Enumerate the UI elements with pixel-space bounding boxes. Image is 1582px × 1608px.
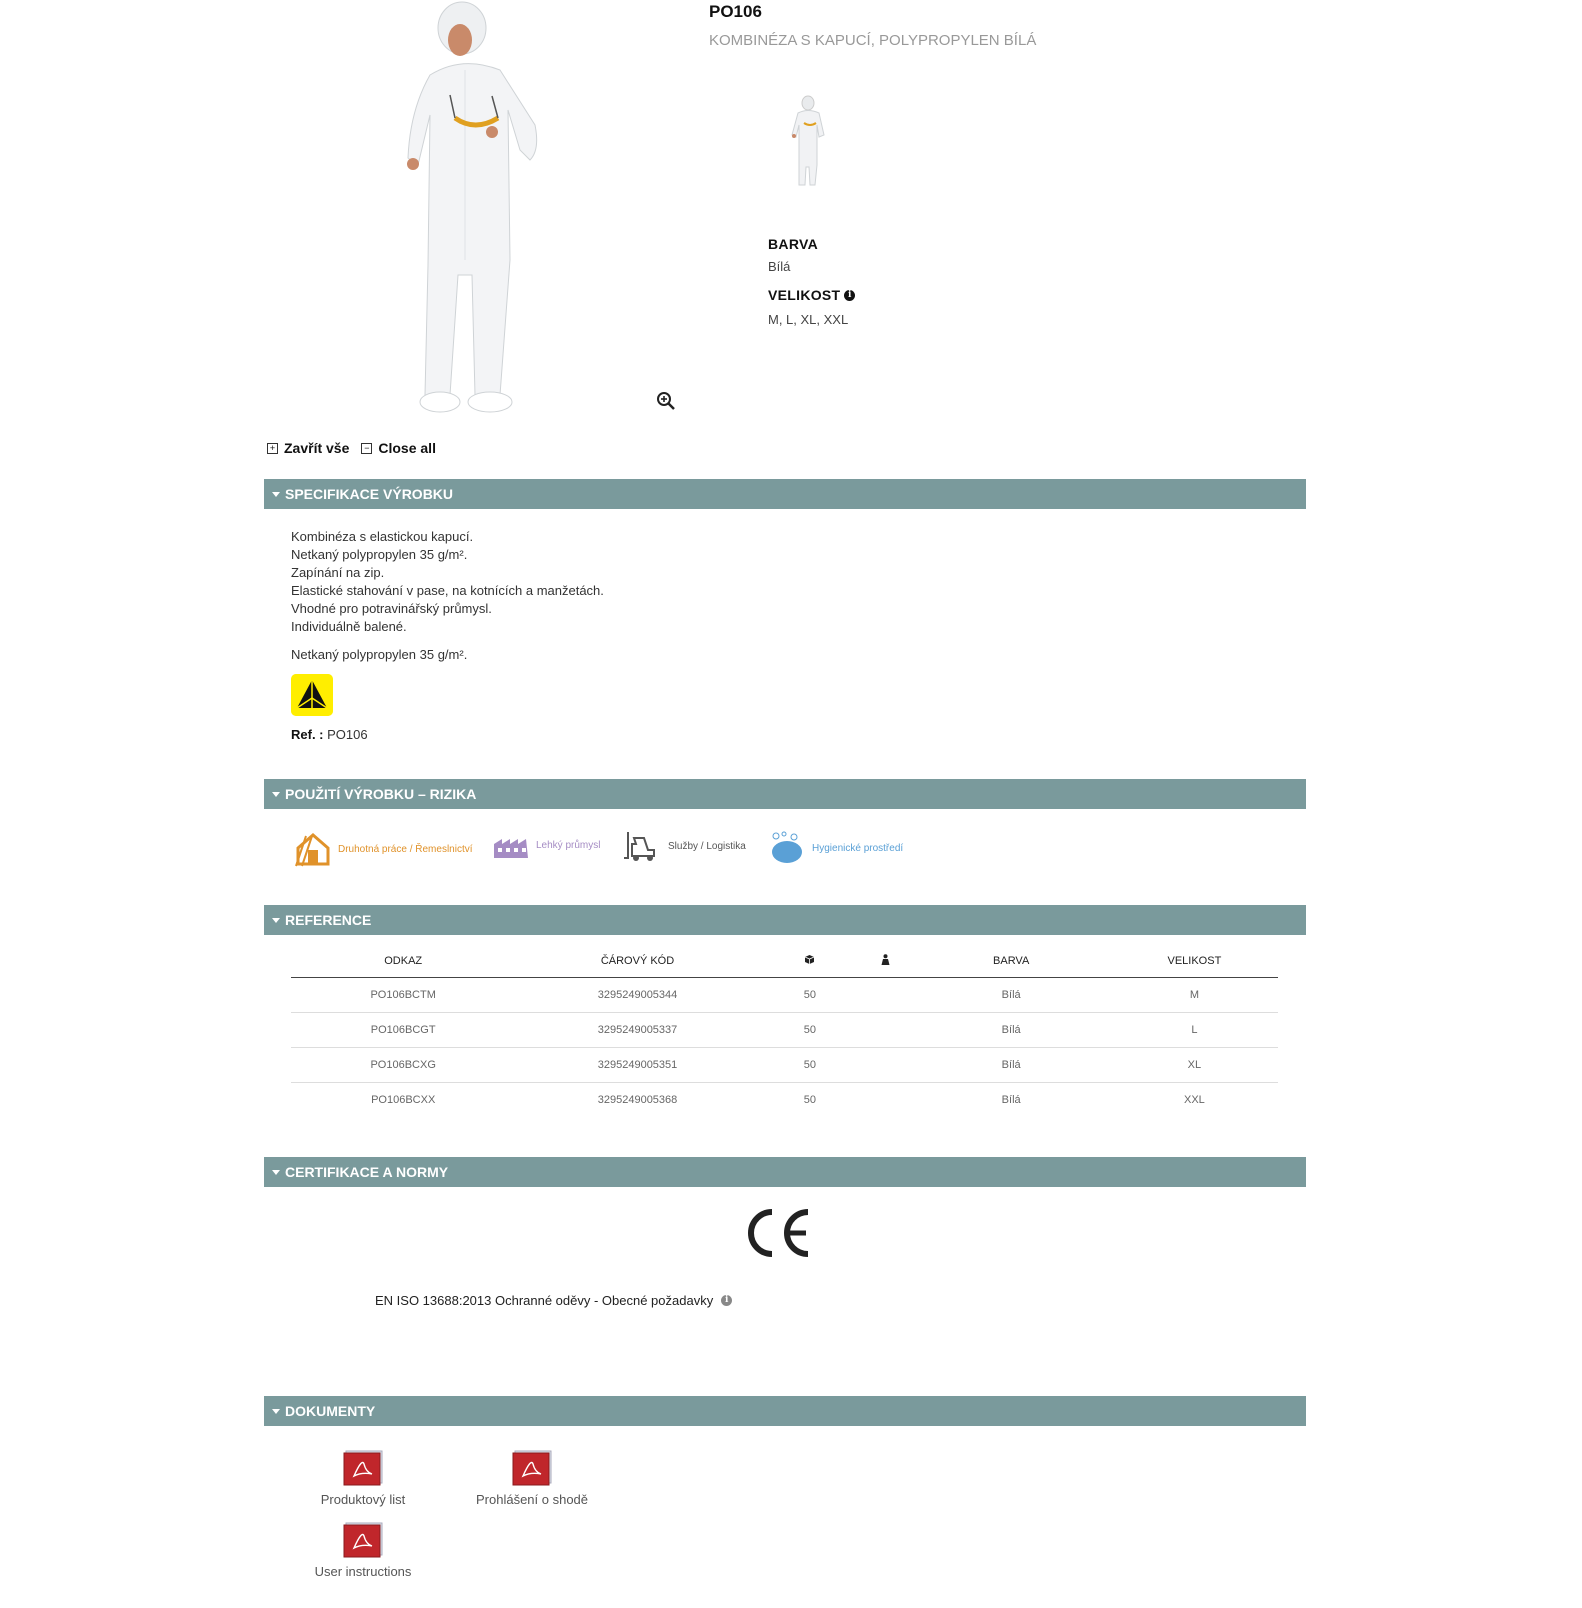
section-header-cert[interactable] [264,1157,1306,1187]
usage-item[interactable] [492,830,600,860]
document-link[interactable] [467,1450,597,1507]
cell-person [860,1013,911,1048]
norm-row [375,1293,732,1308]
table-row[interactable] [291,978,1278,1013]
size-value: M, L, XL, XXL [768,312,849,327]
cell-qty: 50 [760,1048,861,1083]
box-icon [804,954,815,965]
cell-velikost: XL [1111,1048,1278,1083]
cell-person [860,1048,911,1083]
usage-item[interactable] [624,830,746,862]
minus-box-icon: − [361,443,372,454]
col-header-barva: BARVA [912,945,1111,978]
brand-logo [291,674,333,716]
size-label: VELIKOST [768,287,841,303]
factory-icon [492,830,530,860]
caret-down-icon [272,918,280,923]
document-label: User instructions [314,1564,412,1579]
forklift-icon [624,830,662,862]
caret-down-icon [272,792,280,797]
usage-label: Hygienické prostředí [812,842,904,854]
collapse-all-label: Close all [378,440,436,456]
cell-barcode: 3295249005351 [515,1048,759,1083]
reference-line [291,727,368,742]
usage-item[interactable] [768,830,903,866]
caret-down-icon [272,492,280,497]
house-ladder-icon [294,830,332,868]
cell-velikost: L [1111,1013,1278,1048]
table-row[interactable] [291,1048,1278,1083]
spec-line: Netkaný polypropylen 35 g/m². [291,547,468,562]
pdf-icon [342,1522,384,1558]
reference-table [291,945,1278,1117]
cell-qty: 50 [760,1013,861,1048]
cell-barva: Bílá [912,978,1111,1013]
spec-list [291,528,604,636]
washing-hands-icon [768,830,806,866]
usage-label: Druhotná práce / Řemeslnictví [338,843,473,855]
section-title: CERTIFIKACE A NORMY [285,1164,449,1180]
pdf-icon [342,1450,384,1486]
cell-odkaz: PO106BCXX [371,1094,436,1106]
norm-text: EN ISO 13688:2013 Ochranné oděvy - Obecné požadavky [375,1293,714,1308]
expand-all-toggle[interactable] [267,440,349,456]
section-header-usage[interactable] [264,779,1306,809]
cell-velikost: M [1111,978,1278,1013]
product-main-image[interactable] [380,0,580,425]
spec-line: Elastické stahování v pase, na kotnících a manžetách. [291,583,604,598]
size-label-row [768,287,855,303]
toggle-row [267,440,442,456]
document-label: Produktový list [320,1492,406,1507]
col-header-person [860,945,911,978]
spec-extra: Netkaný polypropylen 35 g/m². [291,647,468,662]
cell-barva: Bílá [1001,1094,1021,1106]
table-row[interactable] [291,1083,1278,1118]
section-title: REFERENCE [285,912,372,928]
cell-qty: 50 [803,1094,817,1106]
cell-barva: Bílá [912,1013,1111,1048]
col-header-box [760,945,861,978]
cell-barcode: 3295249005337 [515,1013,759,1048]
product-thumbnail[interactable] [786,95,831,190]
cell-person [860,1083,911,1118]
table-header-row [291,945,1278,978]
section-title: SPECIFIKACE VÝROBKU [285,486,454,502]
col-header-barcode: ČÁROVÝ KÓD [515,945,759,978]
usage-item[interactable] [294,830,473,868]
document-link[interactable] [298,1450,428,1507]
cell-odkaz: PO106BCGT [291,1013,515,1048]
cell-barcode: 3295249005344 [515,978,759,1013]
usage-label: Lehký průmysl [536,839,601,851]
ce-mark-icon [746,1208,812,1258]
section-title: DOKUMENTY [285,1403,376,1419]
col-header-odkaz: ODKAZ [291,945,515,978]
section-header-spec[interactable] [264,479,1306,509]
ref-label: Ref. : [291,727,324,742]
caret-down-icon [272,1170,280,1175]
table-row[interactable] [291,1013,1278,1048]
spec-line: Zapínání na zip. [291,565,385,580]
document-link[interactable] [298,1522,428,1579]
pdf-icon [511,1450,553,1486]
zoom-in-icon[interactable] [656,391,676,411]
cell-velikost: XXL [1184,1094,1205,1106]
info-icon[interactable]: i [844,290,855,301]
spec-line: Individuálně balené. [291,619,407,634]
caret-down-icon [272,1409,280,1414]
spec-line: Vhodné pro potravinářský průmysl. [291,601,492,616]
collapse-all-toggle[interactable] [361,440,436,456]
cell-barva: Bílá [912,1048,1111,1083]
product-name: KOMBINÉZA S KAPUCÍ, POLYPROPYLEN BÍLÁ [709,32,1037,49]
section-header-docs[interactable] [264,1396,1306,1426]
cell-barcode: 3295249005368 [597,1094,678,1106]
usage-label: Služby / Logistika [668,840,746,852]
document-label: Prohlášení o shodě [475,1492,589,1507]
col-header-velikost: VELIKOST [1111,945,1278,978]
info-icon[interactable]: i [721,1295,732,1306]
color-value: Bílá [768,259,791,274]
section-header-reference[interactable] [264,905,1306,935]
cell-odkaz: PO106BCXG [291,1048,515,1083]
expand-all-label: Zavřít vše [284,440,350,456]
product-code-title: PO106 [709,2,762,21]
cell-qty: 50 [760,978,861,1013]
spec-line: Kombinéza s elastickou kapucí. [291,529,474,544]
cell-person [860,978,911,1013]
section-title: POUŽITÍ VÝROBKU – RIZIKA [285,786,477,802]
ref-value: PO106 [327,727,368,742]
person-icon [881,954,890,965]
plus-box-icon: + [267,443,278,454]
color-label: BARVA [768,236,818,252]
cell-odkaz: PO106BCTM [291,978,515,1013]
